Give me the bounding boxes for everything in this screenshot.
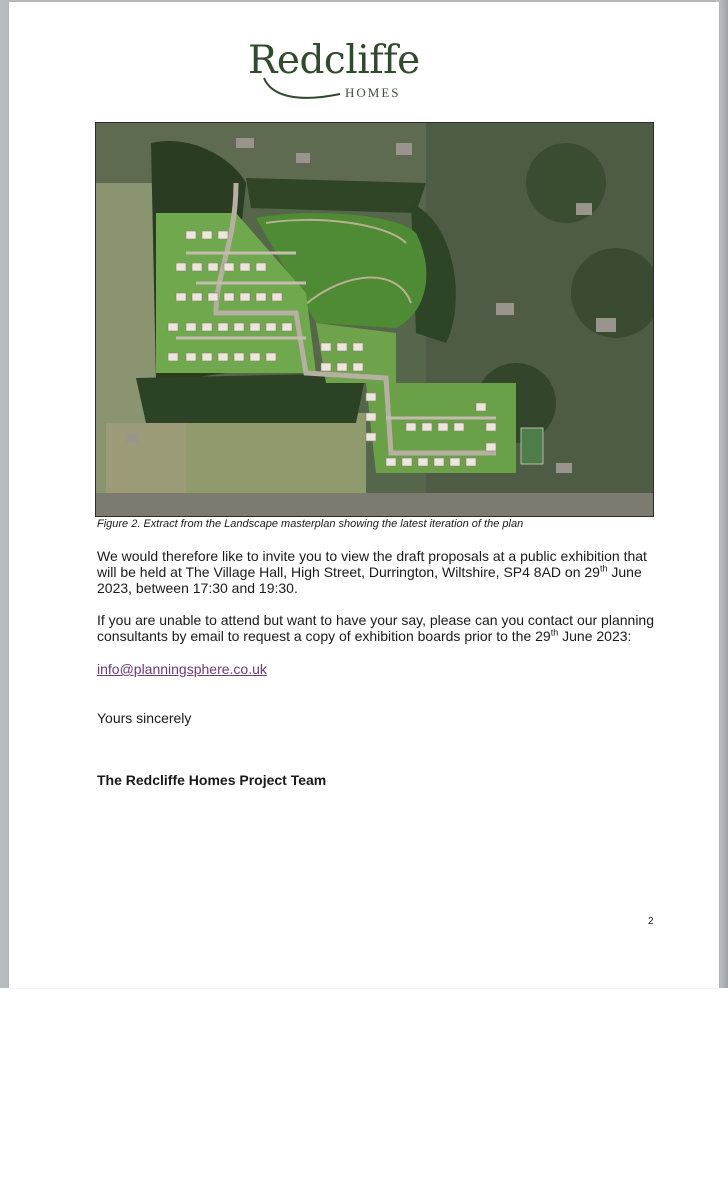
invitation-paragraph xyxy=(97,548,657,596)
invitation-text-end: June 2023, between 17:30 and 19:30. xyxy=(97,564,642,596)
signature-team: The Redcliffe Homes Project Team xyxy=(97,772,327,788)
contact-text-end: June 2023: xyxy=(558,628,632,644)
logo-swoosh-icon xyxy=(262,72,342,104)
redcliffe-homes-logo xyxy=(248,38,428,104)
page-number: 2 xyxy=(648,916,654,927)
invitation-text-start: We would therefore like to invite you to view the draft proposals at a public exhibition that will be held at The Village Hall, High Street, Durrington, Wiltshire, SP4 8AD on 29 xyxy=(97,548,647,580)
sign-off: Yours sincerely xyxy=(97,710,192,726)
date-ordinal-suffix: th xyxy=(599,563,608,574)
deadline-ordinal-suffix: th xyxy=(550,627,559,638)
figure-caption: Figure 2. Extract from the Landscape masterplan showing the latest iteration of the plan xyxy=(97,518,524,530)
contact-text-start: If you are unable to attend but want to have your say, please can you contact our planning consultants by email to request a copy of exhibition boards prior to the 29 xyxy=(97,612,654,644)
contact-paragraph xyxy=(97,612,657,644)
email-link[interactable]: info@planningsphere.co.uk xyxy=(97,661,267,677)
logo-wordmark: Redcliffe xyxy=(248,38,420,83)
masterplan-image xyxy=(95,122,654,517)
logo-subtitle: HOMES xyxy=(345,85,401,100)
